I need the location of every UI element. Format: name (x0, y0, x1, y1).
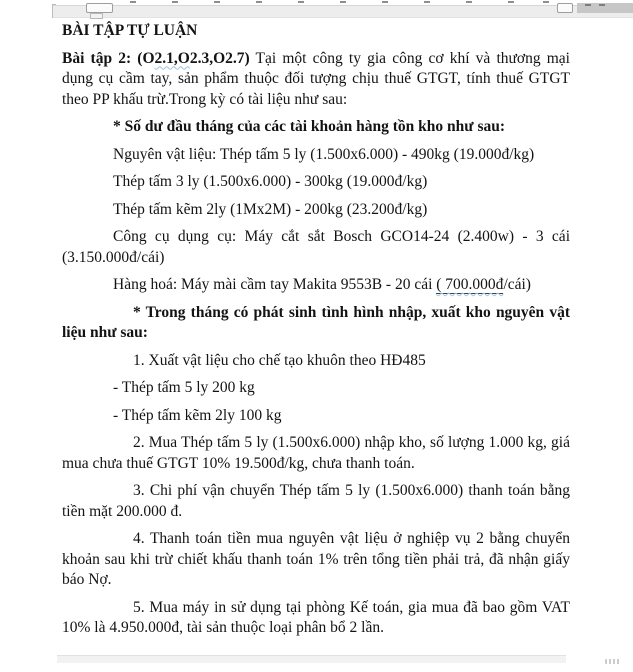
page-title: BÀI TẬP TỰ LUẬN (62, 22, 198, 39)
goods-price-spellcheck: ( 700.000đ (436, 276, 504, 293)
transaction-item: 4. Thanh toán tiền mua nguyên vật liệu ở nghiệp vụ 2 bằng chuyển khoản sau khi trừ chiết khấu thanh toán 1% trên tổng tiền phải trả, đã nhận giấy báo Nợ. (62, 530, 570, 588)
ruler-tick (585, 4, 591, 6)
intro-bold-label-end: 2.3,O2.7) (189, 49, 250, 67)
intro-spellcheck-segment: 2.1,O (154, 49, 190, 67)
first-line-indent-marker[interactable] (90, 13, 103, 19)
ruler-tick (543, 1, 549, 3)
ruler-tick (130, 1, 136, 3)
goods-text: Hàng hoá: Máy mài cầm tay Makita 9553B - 20 cái (113, 276, 437, 293)
corner-smudge (605, 659, 621, 664)
goods-text-end: /cái) (503, 276, 531, 293)
right-indent-marker[interactable] (557, 3, 573, 13)
opening-balance-item: Thép tấm kẽm 2ly (1Mx2M) - 200kg (23.200đ/kg) (113, 200, 428, 218)
opening-balance-goods (62, 275, 570, 296)
ruler-tick (298, 1, 304, 3)
intro-bold-label: Bài tập 2: (O (62, 49, 155, 67)
ruler-tick (340, 1, 346, 3)
page-bottom-bar (57, 655, 566, 663)
transaction-item: 1. Xuất vật liệu cho chế tạo khuôn theo HĐ485 (133, 351, 426, 369)
goods-underlined-price (436, 276, 503, 294)
ruler-tick (256, 1, 262, 3)
document-page (62, 21, 570, 646)
transaction-item: 2. Mua Thép tấm 5 ly (1.500x6.000) nhập kho, số lượng 1.000 kg, giá mua chưa thuế GTGT 10% 19.500đ/kg, chưa thanh toán. (62, 434, 570, 472)
opening-balances-heading: * Số dư đầu tháng của các tài khoản hàng tồn kho như sau: (113, 118, 506, 135)
horizontal-ruler (52, 5, 633, 18)
intro-body-text: Tại một công ty gia công cơ khí và thương mại dụng cụ cầm tay, sản phẩm thuộc đối tượng chịu thuế GTGT, tính thuế GTGT theo PP khấu trừ.Trong kỳ có tài liệu như sau: (62, 49, 570, 108)
paragraph-intro (62, 49, 570, 111)
ruler-tick (382, 1, 388, 3)
opening-balance-item: Thép tấm 3 ly (1.500x6.000) - 300kg (19.000đ/kg) (113, 173, 428, 190)
transaction-item: 5. Mua máy in sử dụng tại phòng Kế toán, gia mua đã bao gồm VAT 10% là 4.950.000đ, tài sản thuộc loại phân bổ 2 lần. (62, 598, 570, 636)
ruler-tick (466, 1, 472, 3)
ruler-tick (508, 1, 514, 3)
opening-balance-item: Nguyên vật liệu: Thép tấm 5 ly (1.500x6.000) - 490kg (19.000đ/kg) (113, 145, 535, 163)
ruler-tick (599, 4, 605, 6)
ruler-tick (214, 1, 220, 3)
transactions-heading: * Trong tháng có phát sinh tình hình nhập, xuất kho nguyên vật liệu như sau: (62, 303, 570, 341)
opening-balance-item: Công cụ dụng cụ: Máy cắt sắt Bosch GCO14-24 (2.400w) - 3 cái (3.150.000đ/cái) (62, 228, 570, 266)
ruler-tick (172, 1, 178, 3)
transaction-subitem: - Thép tấm kẽm 2ly 100 kg (113, 406, 282, 424)
ruler-tick (424, 1, 430, 3)
ruler-margin-area (577, 3, 633, 13)
transaction-item: 3. Chi phí vận chuyển Thép tấm 5 ly (1.500x6.000) thanh toán bằng tiền mặt 200.000 đ. (62, 482, 570, 520)
transaction-subitem: - Thép tấm 5 ly 200 kg (113, 379, 255, 396)
left-indent-marker[interactable] (86, 3, 113, 13)
ruler-left-edge (52, 4, 56, 18)
